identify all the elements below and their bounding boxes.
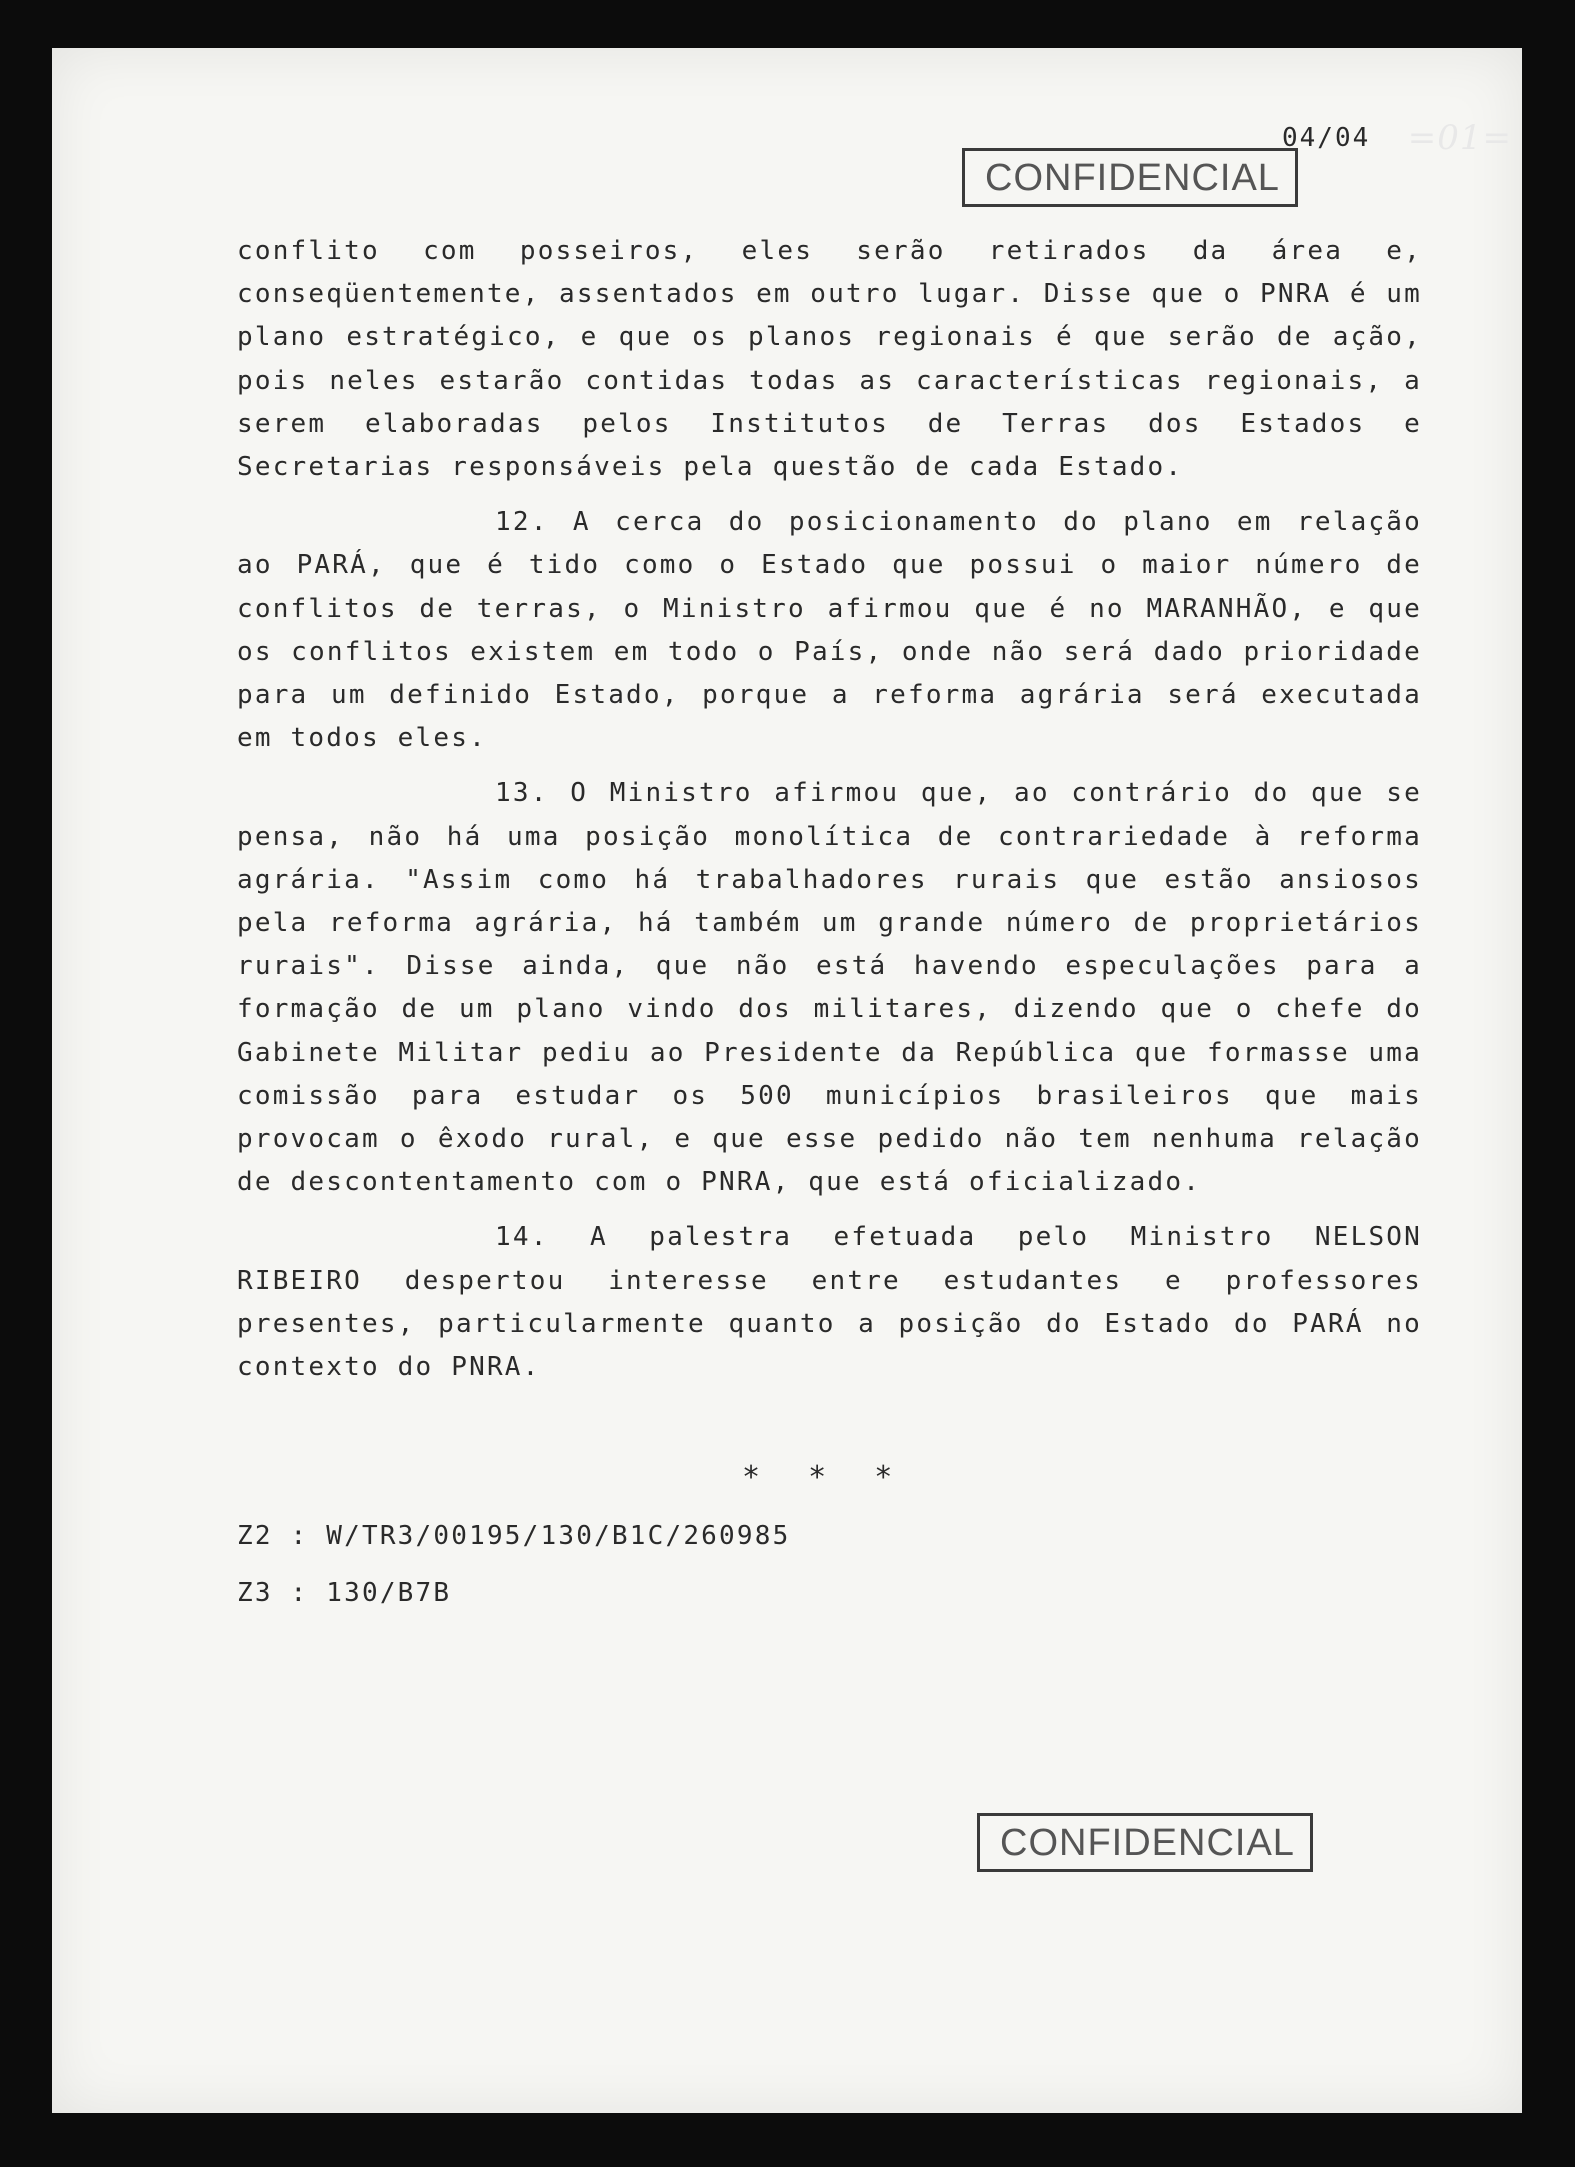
paragraph-14: 14. A palestra efetuada pelo Ministro NELSON RIBEIRO despertou interesse entre estudantes e professores presentes, particularmente quanto a posição do Estado do PARÁ no contexto do PNRA. [237,1222,1422,1383]
page-number: 04/04 [1282,123,1371,153]
corner-annotation: =01= [1407,118,1512,158]
paragraph-13: 13. O Ministro afirmou que, ao contrário do que se pensa, não há uma posição monolítica de contrariedade à reforma agrária. "Assim como há trabalhadores rurais que estão ansiosos pela reforma agrária, há também um grande número de proprietários rurais". Disse ainda, que não está havendo especulações para a formação de um plano vindo dos militares, dizendo que o chefe do Gabinete Militar pediu ao Presidente da República que formasse uma comissão para estudar os 500 municípios brasileiros que mais provocam o êxodo rural, e que esse pedido não tem nenhuma relação de descontentamento com o PNRA, que está oficializado. [237,778,1422,1198]
confidential-stamp-top: CONFIDENCIAL [962,148,1298,207]
document-page [52,48,1522,2113]
section-separator: * * * [742,1460,893,1495]
paragraph-continuation: conflito com posseiros, eles serão retirados da área e, conseqüentemente, assentados em outro lugar. Disse que o PNRA é um plano estratégico, e que os planos regionais é que serão de ação, pois neles estarão contidas todas as características regionais, a serem elaboradas pelos Institutos de Terras dos Estados e Secretarias responsáveis pela questão de cada Estado. [237,236,1422,483]
reference-z2: Z2 : W/TR3/00195/130/B1C/260985 [237,1521,791,1551]
paragraph-12: 12. A cerca do posicionamento do plano em relação ao PARÁ, que é tido como o Estado que possui o maior número de conflitos de terras, o Ministro afirmou que é no MARANHÃO, e que os conflitos existem em todo o País, onde não será dado prioridade para um definido Estado, porque a reforma agrária será executada em todos eles. [237,507,1422,754]
reference-z3: Z3 : 130/B7B [237,1578,452,1608]
confidential-stamp-bottom: CONFIDENCIAL [977,1813,1313,1872]
document-body [237,230,1422,1401]
